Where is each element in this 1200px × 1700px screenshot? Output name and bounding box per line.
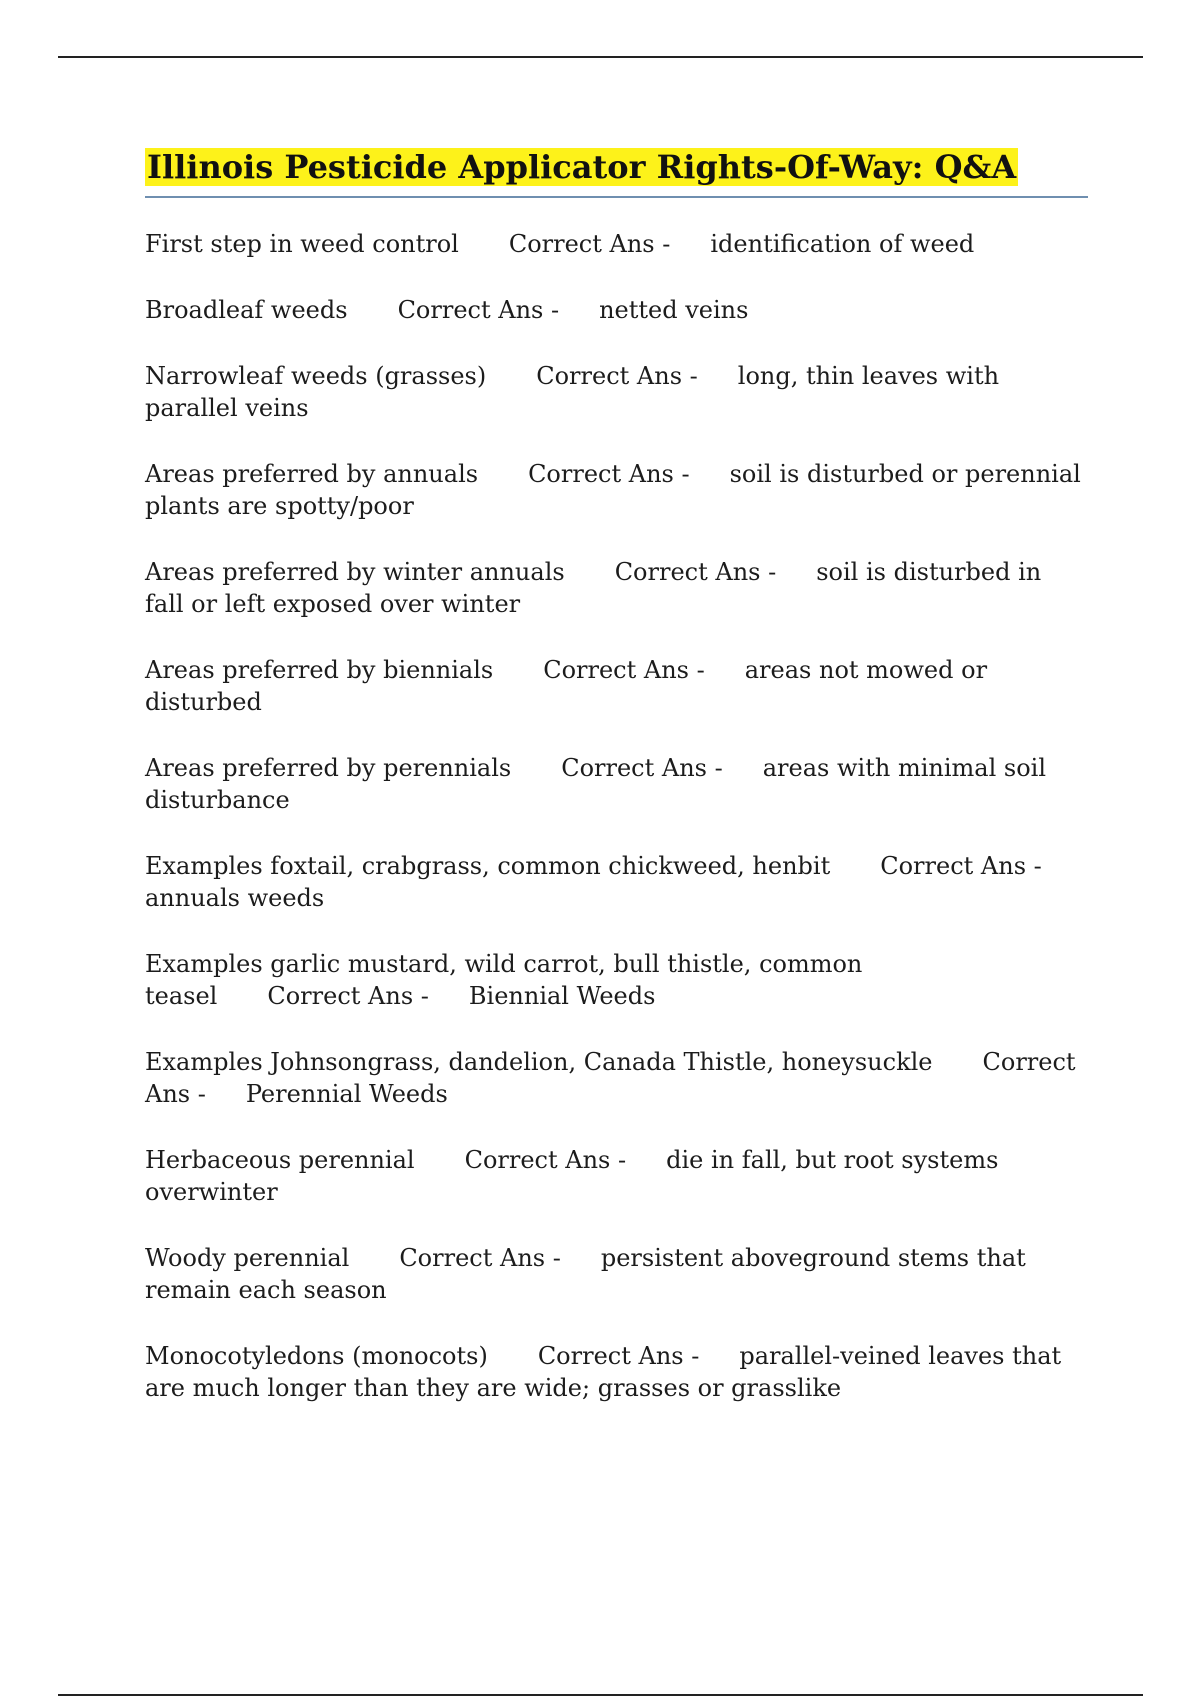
answer-text: persistent aboveground stems that remain each season [145, 1244, 1026, 1304]
qa-item [145, 1046, 1085, 1110]
question-text: Areas preferred by biennials [145, 656, 494, 684]
answer-text: Biennial Weeds [468, 982, 656, 1010]
answer-text: soil is disturbed in fall or left exposed over winter [145, 558, 1042, 618]
answer-text: identification of weed [710, 230, 975, 258]
answer-label: Correct Ans - [528, 460, 690, 488]
answer-label: Correct Ans - [561, 754, 723, 782]
header-rule [58, 56, 1143, 58]
answer-text: soil is disturbed or perennial plants are spotty/poor [145, 460, 1081, 520]
answer-label: Correct Ans - [397, 296, 560, 324]
question-text: Areas preferred by annuals [145, 460, 479, 488]
qa-item [145, 1242, 1085, 1306]
footer-rule [58, 1694, 1143, 1696]
question-text: First step in weed control [145, 230, 459, 258]
question-text: Herbaceous perennial [145, 1146, 415, 1174]
answer-label: Correct Ans - [543, 656, 705, 684]
question-text: Examples foxtail, crabgrass, common chickweed, henbit [145, 852, 831, 880]
qa-item [145, 850, 1085, 914]
answer-label: Correct Ans - [880, 852, 1042, 880]
question-text: Woody perennial [145, 1244, 350, 1272]
answer-label: Correct Ans - [145, 1048, 1076, 1108]
qa-item [145, 654, 1085, 718]
question-text: Areas preferred by perennials [145, 754, 512, 782]
answer-label: Correct Ans - [464, 1146, 627, 1174]
qa-item [145, 1340, 1085, 1404]
question-text: Examples garlic mustard, wild carrot, bull thistle, common teasel [145, 950, 863, 1010]
qa-item [145, 752, 1085, 816]
answer-text: areas with minimal soil disturbance [145, 754, 1046, 814]
answer-label: Correct Ans - [614, 558, 777, 586]
page-title-text: Illinois Pesticide Applicator Rights-Of-Way: Q&A [147, 148, 1017, 186]
qa-list [145, 228, 1085, 1438]
question-text: Broadleaf weeds [145, 296, 348, 324]
answer-text: Perennial Weeds [245, 1080, 448, 1108]
answer-label: Correct Ans - [399, 1244, 561, 1272]
qa-item [145, 294, 1085, 326]
page-title [145, 145, 1018, 189]
question-text: Examples Johnsongrass, dandelion, Canada Thistle, honeysuckle [145, 1048, 933, 1076]
answer-text: long, thin leaves with parallel veins [145, 362, 1000, 422]
answer-label: Correct Ans - [267, 982, 429, 1010]
answer-text: areas not mowed or disturbed [145, 656, 988, 716]
answer-label: Correct Ans - [536, 362, 698, 390]
question-text: Narrowleaf weeds (grasses) [145, 362, 487, 390]
qa-item [145, 458, 1085, 522]
title-underline [145, 196, 1088, 198]
answer-label: Correct Ans - [537, 1342, 700, 1370]
qa-item [145, 360, 1085, 424]
qa-item [145, 1144, 1085, 1208]
qa-item [145, 948, 1085, 1012]
answer-text: annuals weeds [145, 884, 325, 912]
answer-text: die in fall, but root systems overwinter [145, 1146, 999, 1206]
qa-item [145, 228, 1085, 260]
qa-item [145, 556, 1085, 620]
answer-text: parallel-veined leaves that are much longer than they are wide; grasses or grasslike [145, 1342, 1062, 1402]
answer-label: Correct Ans - [508, 230, 671, 258]
question-text: Monocotyledons (monocots) [145, 1342, 488, 1370]
answer-text: netted veins [599, 296, 749, 324]
question-text: Areas preferred by winter annuals [145, 558, 565, 586]
